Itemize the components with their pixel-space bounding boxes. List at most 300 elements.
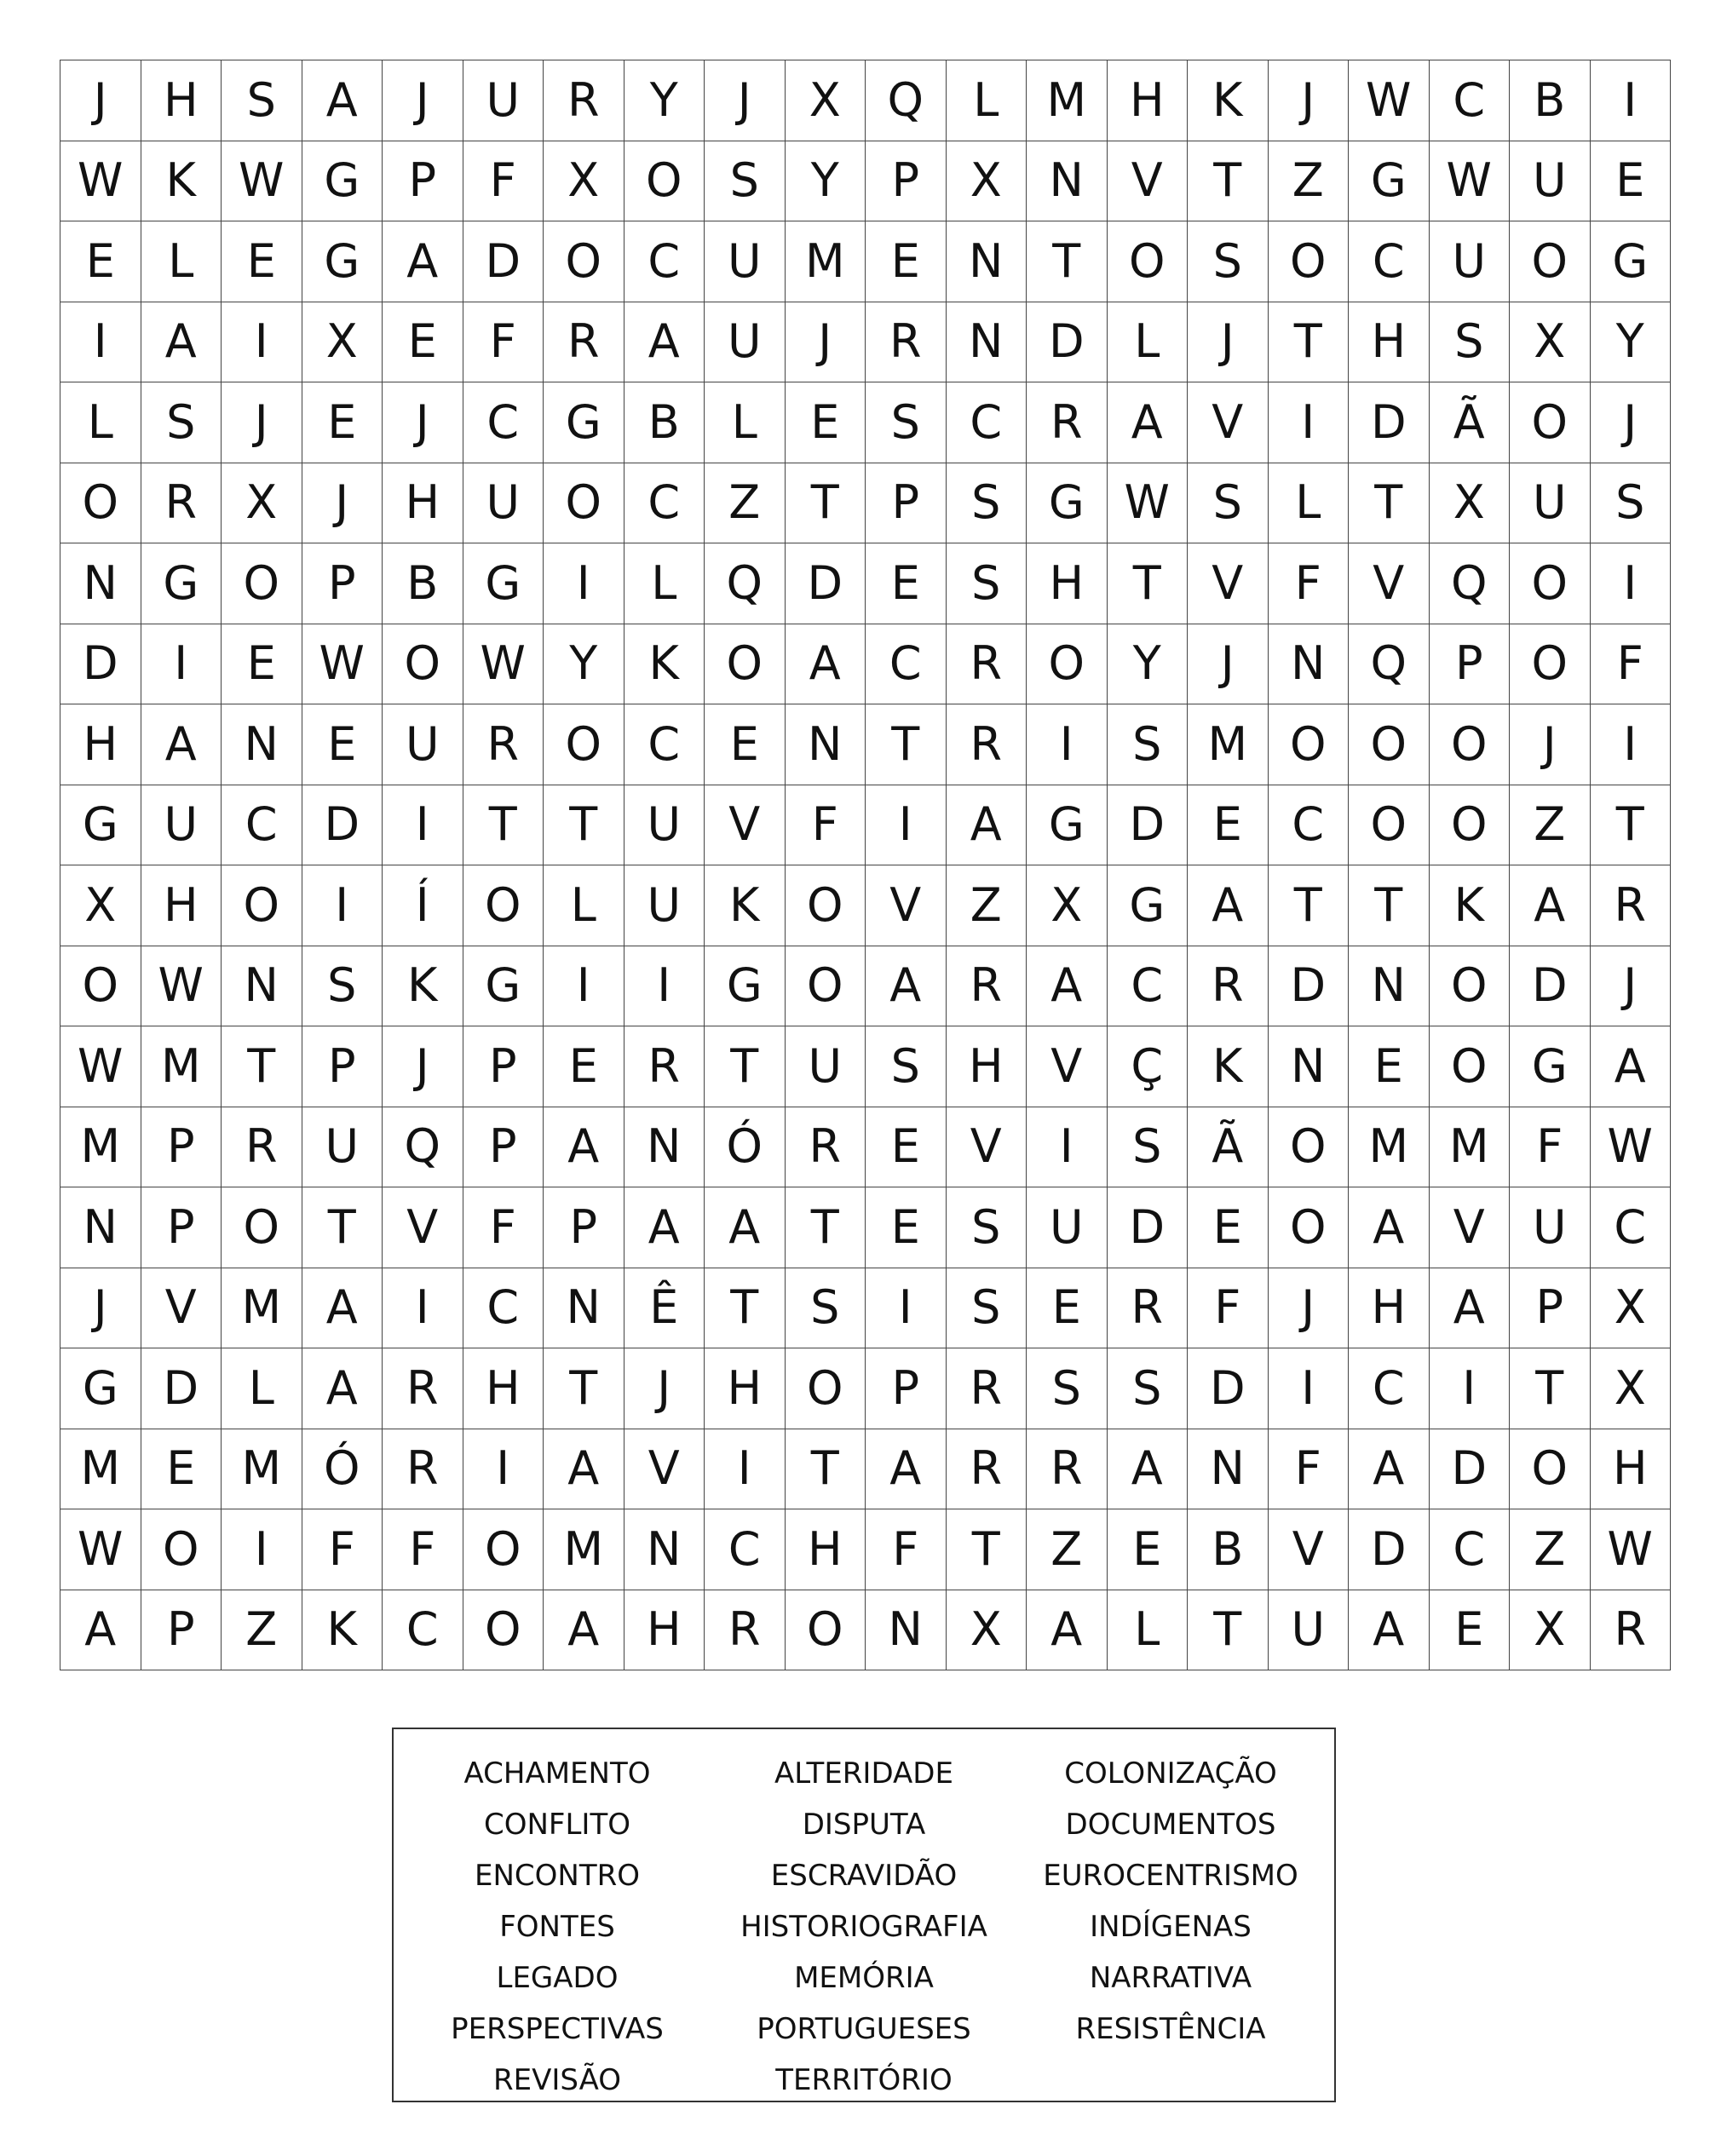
grid-cell[interactable]: C (1430, 1509, 1511, 1590)
grid-cell[interactable]: P (141, 1590, 222, 1671)
grid-cell[interactable]: X (1591, 1268, 1672, 1349)
grid-cell[interactable]: T (786, 1187, 866, 1268)
grid-cell[interactable]: P (463, 1107, 544, 1188)
grid-cell[interactable]: O (625, 141, 705, 222)
grid-cell[interactable]: L (625, 543, 705, 624)
grid-cell[interactable]: I (866, 785, 947, 866)
grid-cell[interactable]: Z (947, 865, 1027, 946)
grid-cell[interactable]: C (463, 382, 544, 463)
grid-cell[interactable]: Y (1108, 624, 1189, 705)
grid-cell[interactable]: E (786, 382, 866, 463)
grid-cell[interactable]: K (1430, 865, 1511, 946)
grid-cell[interactable]: F (463, 302, 544, 383)
grid-cell[interactable]: T (947, 1509, 1027, 1590)
grid-cell[interactable]: R (947, 1348, 1027, 1429)
grid-cell[interactable]: L (60, 382, 141, 463)
grid-cell[interactable]: H (141, 865, 222, 946)
grid-cell[interactable]: O (222, 1187, 302, 1268)
grid-cell[interactable]: O (463, 1509, 544, 1590)
grid-cell[interactable]: J (383, 382, 463, 463)
grid-cell[interactable]: C (866, 624, 947, 705)
grid-cell[interactable]: Y (786, 141, 866, 222)
grid-cell[interactable]: S (1108, 1107, 1189, 1188)
grid-cell[interactable]: R (1591, 865, 1672, 946)
grid-cell[interactable]: G (141, 543, 222, 624)
grid-cell[interactable]: F (1510, 1107, 1591, 1188)
grid-cell[interactable]: F (1269, 1429, 1350, 1510)
grid-cell[interactable]: R (222, 1107, 302, 1188)
grid-cell[interactable]: R (947, 1429, 1027, 1510)
grid-cell[interactable]: M (1430, 1107, 1511, 1188)
grid-cell[interactable]: X (786, 60, 866, 141)
grid-cell[interactable]: D (1349, 1509, 1430, 1590)
grid-cell[interactable]: R (383, 1429, 463, 1510)
grid-cell[interactable]: L (1269, 463, 1350, 544)
grid-cell[interactable]: F (463, 1187, 544, 1268)
grid-cell[interactable]: I (222, 1509, 302, 1590)
grid-cell[interactable]: U (1027, 1187, 1108, 1268)
grid-cell[interactable]: O (1269, 1107, 1350, 1188)
grid-cell[interactable]: O (141, 1509, 222, 1590)
grid-cell[interactable]: A (625, 302, 705, 383)
grid-cell[interactable]: R (141, 463, 222, 544)
grid-cell[interactable]: H (141, 60, 222, 141)
grid-cell[interactable]: I (383, 1268, 463, 1349)
grid-cell[interactable]: G (302, 221, 383, 302)
grid-cell[interactable]: A (866, 946, 947, 1027)
grid-cell[interactable]: H (947, 1026, 1027, 1107)
grid-cell[interactable]: N (947, 302, 1027, 383)
grid-cell[interactable]: W (1108, 463, 1189, 544)
grid-cell[interactable]: S (947, 543, 1027, 624)
grid-cell[interactable]: J (60, 60, 141, 141)
grid-cell[interactable]: S (302, 946, 383, 1027)
grid-cell[interactable]: P (866, 141, 947, 222)
grid-cell[interactable]: R (1188, 946, 1269, 1027)
grid-cell[interactable]: E (705, 704, 786, 785)
grid-cell[interactable]: I (866, 1268, 947, 1349)
grid-cell[interactable]: P (1510, 1268, 1591, 1349)
grid-cell[interactable]: W (1591, 1107, 1672, 1188)
grid-cell[interactable]: H (1027, 543, 1108, 624)
grid-cell[interactable]: I (1027, 704, 1108, 785)
grid-cell[interactable]: S (947, 1187, 1027, 1268)
grid-cell[interactable]: I (302, 865, 383, 946)
grid-cell[interactable]: U (463, 463, 544, 544)
grid-cell[interactable]: W (1430, 141, 1511, 222)
grid-cell[interactable]: V (947, 1107, 1027, 1188)
grid-cell[interactable]: A (544, 1590, 625, 1671)
grid-cell[interactable]: U (463, 60, 544, 141)
grid-cell[interactable]: O (1269, 221, 1350, 302)
grid-cell[interactable]: S (866, 382, 947, 463)
grid-cell[interactable]: O (60, 463, 141, 544)
grid-cell[interactable]: D (786, 543, 866, 624)
grid-cell[interactable]: D (302, 785, 383, 866)
grid-cell[interactable]: K (1188, 60, 1269, 141)
grid-cell[interactable]: D (1430, 1429, 1511, 1510)
grid-cell[interactable]: R (544, 60, 625, 141)
grid-cell[interactable]: I (141, 624, 222, 705)
grid-cell[interactable]: Q (383, 1107, 463, 1188)
grid-cell[interactable]: G (60, 1348, 141, 1429)
grid-cell[interactable]: X (1510, 1590, 1591, 1671)
grid-cell[interactable]: H (1349, 1268, 1430, 1349)
grid-cell[interactable]: P (302, 543, 383, 624)
grid-cell[interactable]: I (1591, 704, 1672, 785)
grid-cell[interactable]: V (1188, 543, 1269, 624)
grid-cell[interactable]: W (463, 624, 544, 705)
grid-cell[interactable]: M (222, 1268, 302, 1349)
grid-cell[interactable]: I (1269, 382, 1350, 463)
grid-cell[interactable]: O (1510, 382, 1591, 463)
grid-cell[interactable]: T (1591, 785, 1672, 866)
grid-cell[interactable]: D (1027, 302, 1108, 383)
grid-cell[interactable]: Ã (1430, 382, 1511, 463)
grid-cell[interactable]: P (383, 141, 463, 222)
grid-cell[interactable]: A (302, 1348, 383, 1429)
grid-cell[interactable]: C (625, 704, 705, 785)
grid-cell[interactable]: C (1108, 946, 1189, 1027)
grid-cell[interactable]: O (1430, 704, 1511, 785)
grid-cell[interactable]: A (947, 785, 1027, 866)
grid-cell[interactable]: Q (705, 543, 786, 624)
grid-cell[interactable]: U (705, 221, 786, 302)
grid-cell[interactable]: N (1188, 1429, 1269, 1510)
grid-cell[interactable]: Í (383, 865, 463, 946)
grid-cell[interactable]: N (786, 704, 866, 785)
grid-cell[interactable]: T (1027, 221, 1108, 302)
grid-cell[interactable]: T (786, 463, 866, 544)
grid-cell[interactable]: Y (1591, 302, 1672, 383)
grid-cell[interactable]: N (1269, 624, 1350, 705)
grid-cell[interactable]: L (947, 60, 1027, 141)
grid-cell[interactable]: V (625, 1429, 705, 1510)
grid-cell[interactable]: G (463, 543, 544, 624)
grid-cell[interactable]: T (544, 1348, 625, 1429)
grid-cell[interactable]: M (786, 221, 866, 302)
grid-cell[interactable]: E (383, 302, 463, 383)
grid-cell[interactable]: S (1108, 704, 1189, 785)
grid-cell[interactable]: R (1591, 1590, 1672, 1671)
grid-cell[interactable]: B (1510, 60, 1591, 141)
grid-cell[interactable]: P (866, 463, 947, 544)
grid-cell[interactable]: F (463, 141, 544, 222)
grid-cell[interactable]: S (222, 60, 302, 141)
grid-cell[interactable]: U (1430, 221, 1511, 302)
grid-cell[interactable]: P (463, 1026, 544, 1107)
grid-cell[interactable]: P (302, 1026, 383, 1107)
grid-cell[interactable]: O (1510, 543, 1591, 624)
grid-cell[interactable]: O (705, 624, 786, 705)
grid-cell[interactable]: O (786, 1348, 866, 1429)
grid-cell[interactable]: W (141, 946, 222, 1027)
grid-cell[interactable]: E (1430, 1590, 1511, 1671)
grid-cell[interactable]: M (1349, 1107, 1430, 1188)
grid-cell[interactable]: G (60, 785, 141, 866)
grid-cell[interactable]: G (544, 382, 625, 463)
grid-cell[interactable]: O (786, 946, 866, 1027)
grid-cell[interactable]: R (463, 704, 544, 785)
grid-cell[interactable]: J (1269, 60, 1350, 141)
grid-cell[interactable]: L (544, 865, 625, 946)
grid-cell[interactable]: K (141, 141, 222, 222)
grid-cell[interactable]: F (302, 1509, 383, 1590)
grid-cell[interactable]: T (1269, 302, 1350, 383)
grid-cell[interactable]: J (302, 463, 383, 544)
grid-cell[interactable]: X (1591, 1348, 1672, 1429)
grid-cell[interactable]: J (1591, 382, 1672, 463)
grid-cell[interactable]: A (1188, 865, 1269, 946)
grid-cell[interactable]: P (141, 1107, 222, 1188)
grid-cell[interactable]: G (1591, 221, 1672, 302)
grid-cell[interactable]: M (1188, 704, 1269, 785)
grid-cell[interactable]: B (625, 382, 705, 463)
grid-cell[interactable]: O (463, 865, 544, 946)
grid-cell[interactable]: A (1108, 1429, 1189, 1510)
grid-cell[interactable]: A (1510, 865, 1591, 946)
grid-cell[interactable]: I (1269, 1348, 1350, 1429)
grid-cell[interactable]: I (1591, 543, 1672, 624)
grid-cell[interactable]: N (625, 1107, 705, 1188)
grid-cell[interactable]: I (705, 1429, 786, 1510)
grid-cell[interactable]: C (947, 382, 1027, 463)
grid-cell[interactable]: T (222, 1026, 302, 1107)
grid-cell[interactable]: I (1430, 1348, 1511, 1429)
grid-cell[interactable]: M (222, 1429, 302, 1510)
grid-cell[interactable]: J (222, 382, 302, 463)
grid-cell[interactable]: S (1430, 302, 1511, 383)
grid-cell[interactable]: R (705, 1590, 786, 1671)
grid-cell[interactable]: F (1188, 1268, 1269, 1349)
grid-cell[interactable]: E (222, 624, 302, 705)
grid-cell[interactable]: F (383, 1509, 463, 1590)
grid-cell[interactable]: A (383, 221, 463, 302)
grid-cell[interactable]: C (463, 1268, 544, 1349)
grid-cell[interactable]: U (705, 302, 786, 383)
grid-cell[interactable]: D (1188, 1348, 1269, 1429)
grid-cell[interactable]: X (222, 463, 302, 544)
grid-cell[interactable]: N (60, 1187, 141, 1268)
grid-cell[interactable]: Z (1510, 1509, 1591, 1590)
grid-cell[interactable]: A (1108, 382, 1189, 463)
grid-cell[interactable]: D (463, 221, 544, 302)
grid-cell[interactable]: O (222, 543, 302, 624)
grid-cell[interactable]: O (1027, 624, 1108, 705)
grid-cell[interactable]: I (60, 302, 141, 383)
grid-cell[interactable]: D (60, 624, 141, 705)
grid-cell[interactable]: U (302, 1107, 383, 1188)
grid-cell[interactable]: A (141, 302, 222, 383)
grid-cell[interactable]: T (302, 1187, 383, 1268)
grid-cell[interactable]: O (1510, 1429, 1591, 1510)
grid-cell[interactable]: I (625, 946, 705, 1027)
grid-cell[interactable]: O (1349, 785, 1430, 866)
grid-cell[interactable]: A (1349, 1187, 1430, 1268)
grid-cell[interactable]: V (705, 785, 786, 866)
grid-cell[interactable]: K (302, 1590, 383, 1671)
grid-cell[interactable]: S (866, 1026, 947, 1107)
grid-cell[interactable]: G (463, 946, 544, 1027)
grid-cell[interactable]: E (302, 382, 383, 463)
grid-cell[interactable]: R (1027, 1429, 1108, 1510)
grid-cell[interactable]: F (786, 785, 866, 866)
grid-cell[interactable]: O (544, 221, 625, 302)
grid-cell[interactable]: W (1349, 60, 1430, 141)
grid-cell[interactable]: X (1510, 302, 1591, 383)
grid-cell[interactable]: H (463, 1348, 544, 1429)
grid-cell[interactable]: E (1108, 1509, 1189, 1590)
grid-cell[interactable]: S (1591, 463, 1672, 544)
grid-cell[interactable]: A (786, 624, 866, 705)
grid-cell[interactable]: E (141, 1429, 222, 1510)
grid-cell[interactable]: Q (1430, 543, 1511, 624)
grid-cell[interactable]: M (60, 1429, 141, 1510)
grid-cell[interactable]: N (1269, 1026, 1350, 1107)
grid-cell[interactable]: G (302, 141, 383, 222)
grid-cell[interactable]: C (625, 221, 705, 302)
grid-cell[interactable]: A (544, 1107, 625, 1188)
grid-cell[interactable]: C (222, 785, 302, 866)
grid-cell[interactable]: T (1188, 1590, 1269, 1671)
grid-cell[interactable]: U (625, 785, 705, 866)
grid-cell[interactable]: X (947, 141, 1027, 222)
grid-cell[interactable]: N (1349, 946, 1430, 1027)
grid-cell[interactable]: O (786, 865, 866, 946)
grid-cell[interactable]: U (786, 1026, 866, 1107)
grid-cell[interactable]: H (383, 463, 463, 544)
grid-cell[interactable]: R (786, 1107, 866, 1188)
grid-cell[interactable]: M (141, 1026, 222, 1107)
grid-cell[interactable]: N (1027, 141, 1108, 222)
grid-cell[interactable]: U (1269, 1590, 1350, 1671)
grid-cell[interactable]: A (866, 1429, 947, 1510)
grid-cell[interactable]: E (1188, 785, 1269, 866)
grid-cell[interactable]: W (302, 624, 383, 705)
grid-cell[interactable]: Y (625, 60, 705, 141)
grid-cell[interactable]: G (1108, 865, 1189, 946)
grid-cell[interactable]: A (625, 1187, 705, 1268)
grid-cell[interactable]: Ó (302, 1429, 383, 1510)
grid-cell[interactable]: W (1591, 1509, 1672, 1590)
grid-cell[interactable]: V (1269, 1509, 1350, 1590)
grid-cell[interactable]: H (1108, 60, 1189, 141)
grid-cell[interactable]: E (302, 704, 383, 785)
grid-cell[interactable]: J (786, 302, 866, 383)
grid-cell[interactable]: P (1430, 624, 1511, 705)
grid-cell[interactable]: H (1349, 302, 1430, 383)
grid-cell[interactable]: R (947, 704, 1027, 785)
grid-cell[interactable]: K (383, 946, 463, 1027)
grid-cell[interactable]: O (1510, 624, 1591, 705)
grid-cell[interactable]: R (544, 302, 625, 383)
grid-cell[interactable]: E (222, 221, 302, 302)
grid-cell[interactable]: G (1027, 463, 1108, 544)
grid-cell[interactable]: B (1188, 1509, 1269, 1590)
grid-cell[interactable]: Ç (1108, 1026, 1189, 1107)
grid-cell[interactable]: C (383, 1590, 463, 1671)
grid-cell[interactable]: I (463, 1429, 544, 1510)
grid-cell[interactable]: O (786, 1590, 866, 1671)
grid-cell[interactable]: I (383, 785, 463, 866)
grid-cell[interactable]: V (1349, 543, 1430, 624)
grid-cell[interactable]: E (60, 221, 141, 302)
grid-cell[interactable]: M (544, 1509, 625, 1590)
grid-cell[interactable]: W (60, 141, 141, 222)
grid-cell[interactable]: E (866, 1107, 947, 1188)
grid-cell[interactable]: K (625, 624, 705, 705)
grid-cell[interactable]: Z (1269, 141, 1350, 222)
grid-cell[interactable]: H (625, 1590, 705, 1671)
grid-cell[interactable]: Ã (1188, 1107, 1269, 1188)
grid-cell[interactable]: O (544, 704, 625, 785)
grid-cell[interactable]: Z (1510, 785, 1591, 866)
grid-cell[interactable]: A (1349, 1590, 1430, 1671)
grid-cell[interactable]: I (544, 543, 625, 624)
grid-cell[interactable]: C (1269, 785, 1350, 866)
grid-cell[interactable]: O (383, 624, 463, 705)
grid-cell[interactable]: O (1430, 946, 1511, 1027)
grid-cell[interactable]: A (1027, 946, 1108, 1027)
grid-cell[interactable]: H (1591, 1429, 1672, 1510)
grid-cell[interactable]: O (463, 1590, 544, 1671)
grid-cell[interactable]: T (705, 1026, 786, 1107)
grid-cell[interactable]: G (1027, 785, 1108, 866)
grid-cell[interactable]: R (625, 1026, 705, 1107)
grid-cell[interactable]: X (1430, 463, 1511, 544)
grid-cell[interactable]: P (544, 1187, 625, 1268)
grid-cell[interactable]: G (1510, 1026, 1591, 1107)
grid-cell[interactable]: C (1430, 60, 1511, 141)
grid-cell[interactable]: T (866, 704, 947, 785)
grid-cell[interactable]: R (1108, 1268, 1189, 1349)
grid-cell[interactable]: J (1591, 946, 1672, 1027)
grid-cell[interactable]: T (1269, 865, 1350, 946)
grid-cell[interactable]: T (1349, 463, 1430, 544)
grid-cell[interactable]: S (1188, 463, 1269, 544)
grid-cell[interactable]: X (60, 865, 141, 946)
grid-cell[interactable]: J (1188, 302, 1269, 383)
grid-cell[interactable]: R (383, 1348, 463, 1429)
grid-cell[interactable]: A (1027, 1590, 1108, 1671)
grid-cell[interactable]: L (705, 382, 786, 463)
grid-cell[interactable]: N (60, 543, 141, 624)
grid-cell[interactable]: A (1591, 1026, 1672, 1107)
grid-cell[interactable]: D (1269, 946, 1350, 1027)
grid-cell[interactable]: E (544, 1026, 625, 1107)
grid-cell[interactable]: F (1269, 543, 1350, 624)
grid-cell[interactable]: O (1430, 1026, 1511, 1107)
grid-cell[interactable]: P (866, 1348, 947, 1429)
grid-cell[interactable]: C (1591, 1187, 1672, 1268)
grid-cell[interactable]: N (222, 704, 302, 785)
grid-cell[interactable]: A (705, 1187, 786, 1268)
grid-cell[interactable]: V (141, 1268, 222, 1349)
grid-cell[interactable]: F (866, 1509, 947, 1590)
grid-cell[interactable]: O (544, 463, 625, 544)
grid-cell[interactable]: N (544, 1268, 625, 1349)
grid-cell[interactable]: A (1349, 1429, 1430, 1510)
grid-cell[interactable]: J (60, 1268, 141, 1349)
grid-cell[interactable]: S (141, 382, 222, 463)
grid-cell[interactable]: S (786, 1268, 866, 1349)
grid-cell[interactable]: L (222, 1348, 302, 1429)
grid-cell[interactable]: E (1027, 1268, 1108, 1349)
grid-cell[interactable]: Z (1027, 1509, 1108, 1590)
grid-cell[interactable]: N (866, 1590, 947, 1671)
grid-cell[interactable]: R (947, 624, 1027, 705)
grid-cell[interactable]: S (705, 141, 786, 222)
